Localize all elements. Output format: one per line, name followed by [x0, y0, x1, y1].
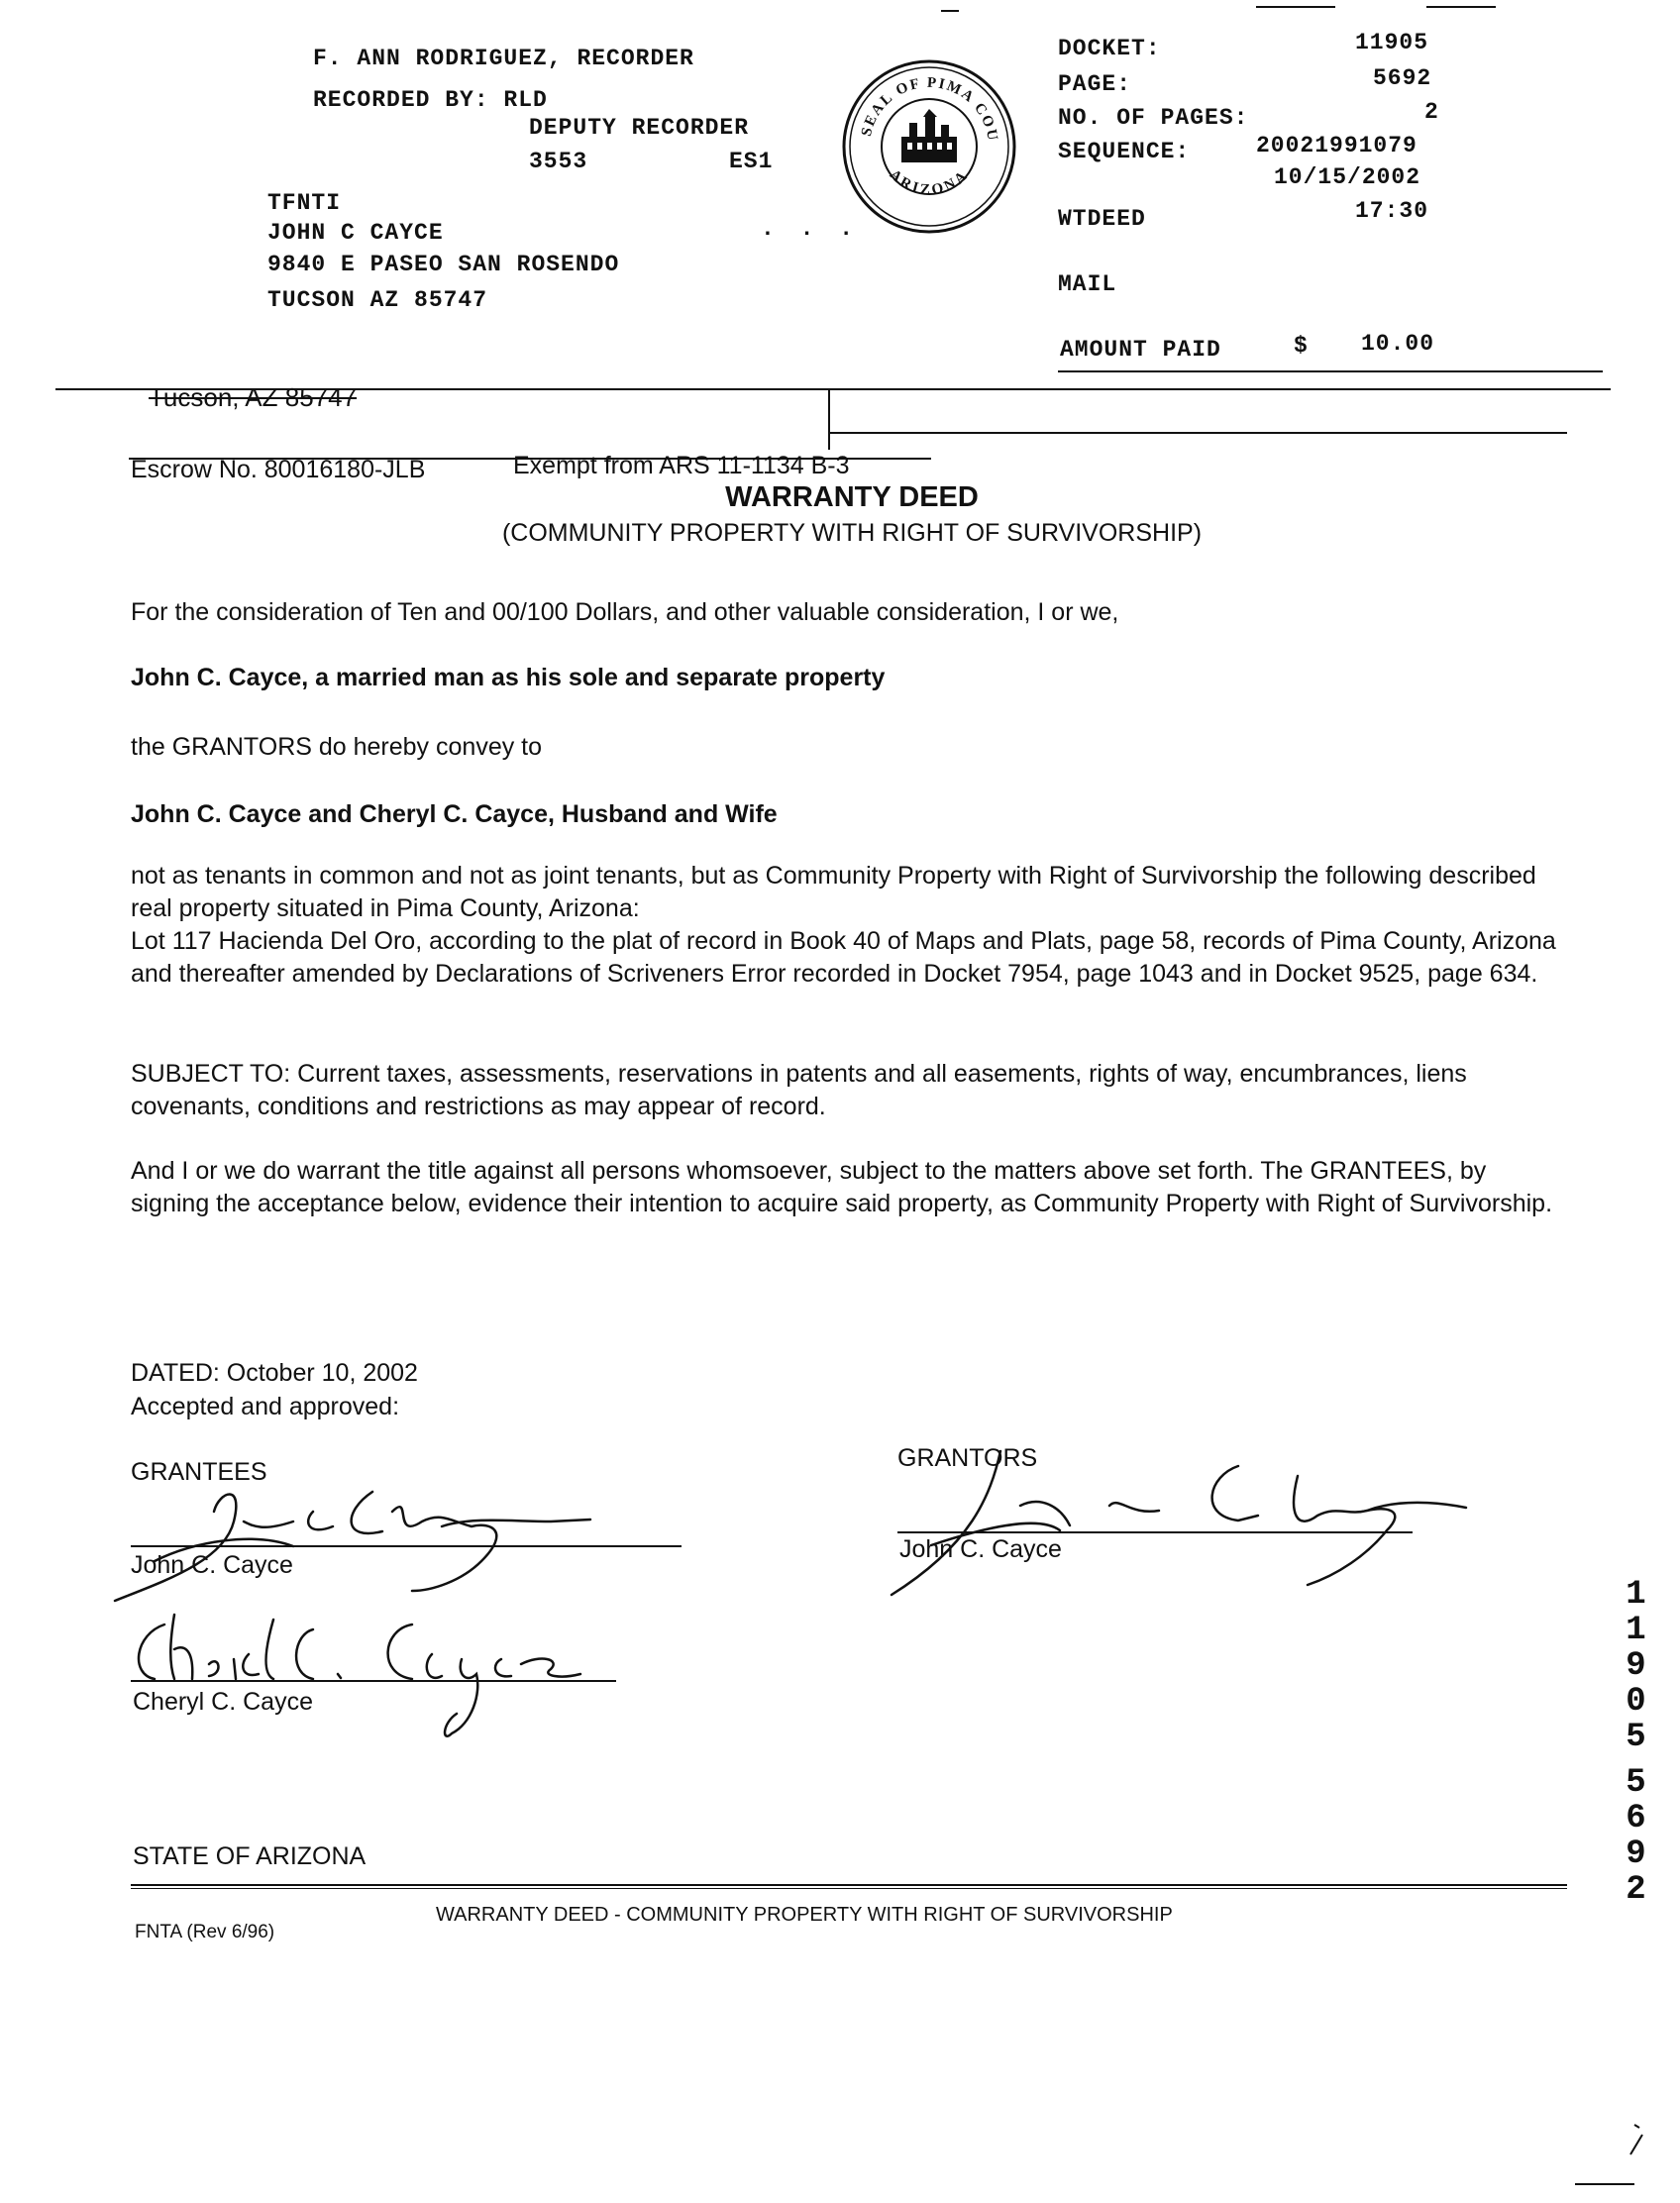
grantor1-signature [872, 1436, 1506, 1610]
amount-value: 10.00 [1361, 331, 1435, 357]
county-seal [840, 57, 1018, 236]
document-title: WARRANTY DEED [725, 481, 979, 513]
pages-value: 2 [1424, 99, 1439, 125]
doc-type: WTDEED [1058, 206, 1146, 232]
margin-stamp [1625, 1577, 1648, 1908]
state-heading: STATE OF ARIZONA [133, 1842, 367, 1870]
bottom-mark [1575, 2183, 1634, 2185]
sequence-label: SEQUENCE: [1058, 139, 1191, 164]
footer-form-number: FNTA (Rev 6/96) [135, 1922, 275, 1942]
dated-line: DATED: October 10, 2002 [131, 1359, 418, 1387]
grantee2-signature [125, 1605, 640, 1758]
convey-clause: the GRANTORS do hereby convey to [131, 733, 543, 761]
amount-rule [1058, 370, 1603, 372]
return-code: TFNTI [267, 190, 342, 216]
docket-value: 11905 [1355, 30, 1429, 55]
box-divider [828, 388, 830, 450]
grantee1-signature [95, 1452, 689, 1616]
page-value: 5692 [1373, 65, 1432, 91]
deputy-recorder: DEPUTY RECORDER [529, 115, 750, 141]
margin-stamp-digit: 1 [1626, 1612, 1647, 1649]
warranty-clause: And I or we do warrant the title against all persons whomsoever, subject to the matters above set forth. The GRANTEES, by signing the acceptance below, evidence their intention to acquire said property, as Community Property with Right of Survivorship. [131, 1157, 1553, 1217]
subject-to-clause: SUBJECT TO: Current taxes, assessments, reservations in patents and all easements, rights of way, encumbrances, liens covenants, conditions and restrictions as may appear of record. [131, 1060, 1467, 1120]
top-mark [1256, 6, 1335, 8]
grantee-description: John C. Cayce and Cheryl C. Cayce, Husband and Wife [131, 800, 778, 828]
return-street: 9840 E PASEO SAN ROSENDO [267, 252, 620, 277]
bottom-tick-mark [1625, 2120, 1654, 2164]
page-label: PAGE: [1058, 71, 1132, 97]
margin-stamp-digit: 9 [1626, 1647, 1647, 1685]
grantee2-name: Cheryl C. Cayce [133, 1688, 313, 1716]
sequence-value: 20021991079 [1256, 133, 1418, 158]
margin-stamp-digit: 1 [1626, 1576, 1647, 1614]
currency-symbol: $ [1294, 333, 1309, 359]
recorded-by: RECORDED BY: RLD [313, 87, 548, 113]
document-subtitle: (COMMUNITY PROPERTY WITH RIGHT OF SURVIVORSHIP) [501, 519, 1203, 547]
top-mark [941, 10, 959, 12]
exemption: Exempt from ARS 11-1134 B-3 [513, 452, 850, 479]
grantor-description: John C. Cayce, a married man as his sole and separate property [131, 664, 886, 691]
footer-rule [131, 1884, 1567, 1886]
delivery-method: MAIL [1058, 271, 1117, 297]
legal-description: Lot 117 Hacienda Del Oro, according to the plat of record in Book 40 of Maps and Plats, page 58, records of Pima County, Arizona and thereafter amended by Declarations of Scriveners Error recorded in Docket 7954, page 1043 and in Docket 9525, page 634. [131, 927, 1556, 988]
grantor1-name: John C. Cayce [899, 1535, 1062, 1563]
dot-leader: . . . [761, 216, 860, 242]
footer-rule-2 [131, 1888, 1567, 1889]
margin-stamp-digit: 5 [1626, 1719, 1647, 1756]
tenancy-clause: not as tenants in common and not as joint tenants, but as Community Property with Right of Survivorship the following described real property situated in Pima County, Arizona: [131, 862, 1536, 922]
escrow-number: Escrow No. 80016180-JLB [131, 456, 426, 483]
grantees-label: GRANTEES [131, 1458, 267, 1486]
return-city: TUCSON AZ 85747 [267, 287, 488, 313]
footer-title: WARRANTY DEED - COMMUNITY PROPERTY WITH RIGHT OF SURVIVORSHIP [436, 1904, 1173, 1926]
svg-text:ARIZONA [887, 166, 973, 198]
amount-label: AMOUNT PAID [1060, 337, 1221, 363]
recorder-code: 3553 [529, 149, 588, 174]
seal-top-text: SEAL OF PIMA COU [858, 74, 1001, 144]
record-date: 10/15/2002 [1274, 164, 1421, 190]
pages-label: NO. OF PAGES: [1058, 105, 1249, 131]
box-rule [828, 432, 1567, 434]
accepted-line: Accepted and approved: [131, 1393, 400, 1420]
recorder-station: ES1 [729, 149, 774, 174]
margin-stamp-digit: 5 [1626, 1764, 1647, 1802]
consideration-clause: For the consideration of Ten and 00/100 Dollars, and other valuable consideration, I or we, [131, 598, 1119, 626]
margin-stamp-digit: 9 [1626, 1836, 1647, 1873]
struck-return-city: Tucson, AZ 85747 [149, 382, 358, 412]
seal-bottom-text: ARIZONA [886, 166, 973, 199]
recorder-name: F. ANN RODRIGUEZ, RECORDER [313, 46, 694, 71]
grantors-label: GRANTORS [897, 1444, 1038, 1472]
top-mark [1426, 6, 1496, 8]
margin-stamp-digit: 6 [1626, 1800, 1647, 1837]
docket-label: DOCKET: [1058, 36, 1161, 61]
margin-stamp-digit: 0 [1626, 1683, 1647, 1721]
record-time: 17:30 [1355, 198, 1429, 224]
return-name: JOHN C CAYCE [267, 220, 444, 246]
margin-stamp-digit: 2 [1626, 1871, 1647, 1909]
grantee1-name: John C. Cayce [131, 1551, 293, 1579]
